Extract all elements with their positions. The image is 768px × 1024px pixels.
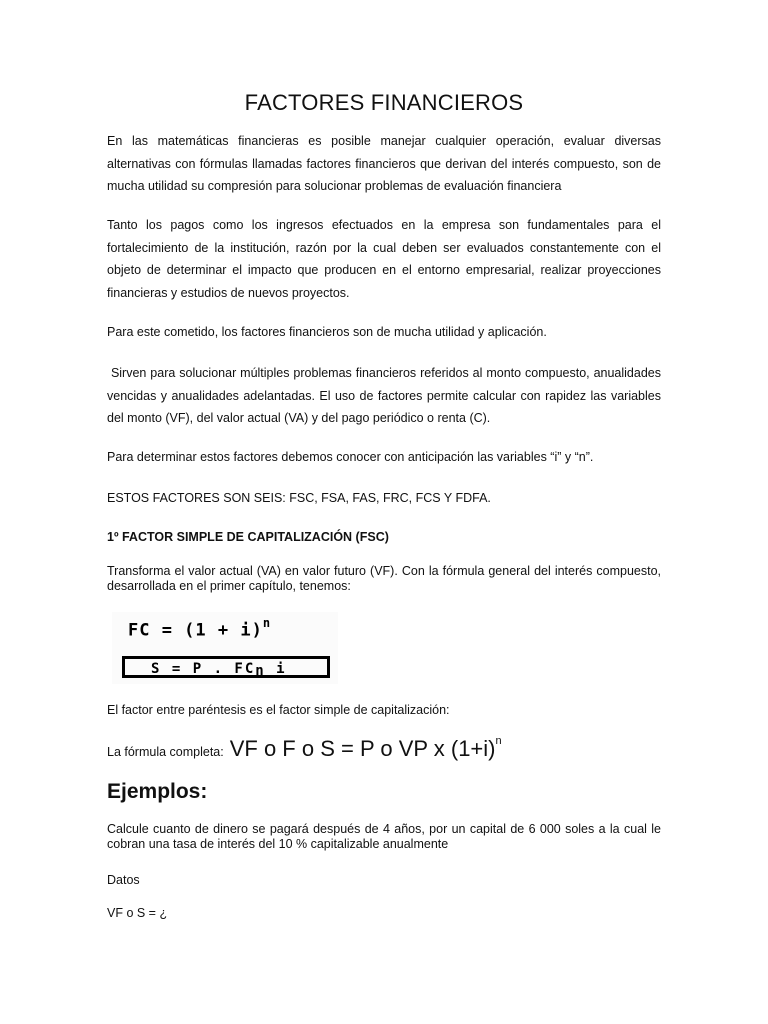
section-heading-fsc: 1º FACTOR SIMPLE DE CAPITALIZACIÓN (FSC) bbox=[107, 530, 389, 544]
payments-paragraph: Tanto los pagos como los ingresos efectuados en la empresa son fundamentales para el fortalecimiento de la institución, razón por la cual deben ser evaluados constantemente con el objeto de determinar el impacto que producen en el entorno empresarial, realizar proyecciones financieras y estudios de nuevos proyectos. bbox=[107, 218, 661, 300]
fc-formula bbox=[128, 618, 271, 641]
factor-note: El factor entre paréntesis es el factor simple de capitalización: bbox=[107, 703, 450, 717]
fc-formula-text: FC = (1 + i) bbox=[128, 620, 263, 641]
s-formula-subscript: n bbox=[255, 663, 266, 679]
variables-paragraph: Para determinar estos factores debemos conocer con anticipación las variables “i” y “n”. bbox=[107, 450, 594, 464]
complete-formula-text: VF o F o S = P o VP x (1+i) bbox=[229, 736, 496, 761]
fc-formula-exponent: n bbox=[262, 616, 272, 630]
intro-paragraph: En las matemáticas financieras es posible manejar cualquier operación, evaluar diversas alternativas con fórmulas llamadas factores financieros que derivan del interés compuesto, son de mucha utilidad su compresión para solucionar problemas de evaluación financiera bbox=[107, 134, 661, 193]
complete-formula-row bbox=[107, 736, 502, 762]
s-formula-prefix: S = P . FC bbox=[151, 661, 256, 677]
purpose-paragraph: Para este cometido, los factores financieros son de mucha utilidad y aplicación. bbox=[107, 325, 547, 339]
s-formula-box bbox=[122, 656, 330, 678]
page-title: FACTORES FINANCIEROS bbox=[244, 90, 524, 115]
example-paragraph: Calcule cuanto de dinero se pagará después de 4 años, por un capital de 6 000 soles a la cual le cobran una tasa de interés del 10 % capitalizable anualmente bbox=[107, 822, 661, 851]
data-label: Datos bbox=[107, 873, 140, 887]
factors-list-paragraph: ESTOS FACTORES SON SEIS: FSC, FSA, FAS, FRC, FCS Y FDFA. bbox=[107, 491, 491, 505]
uses-paragraph: Sirven para solucionar múltiples problemas financieros referidos al monto compuesto, anualidades vencidas y anualidades adelantadas. El uso de factores permite calcular con rapidez las variables del monto (VF), del valor actual (VA) y del pago periódico o renta (C). bbox=[107, 366, 665, 425]
formula-image bbox=[112, 612, 338, 684]
complete-formula bbox=[230, 736, 502, 761]
s-formula bbox=[151, 661, 287, 677]
complete-formula-label: La fórmula completa: bbox=[107, 745, 224, 759]
fsc-intro-paragraph: Transforma el valor actual (VA) en valor futuro (VF). Con la fórmula general del interés compuesto, desarrollada en el primer capítulo, tenemos: bbox=[107, 564, 661, 593]
s-formula-suffix: i bbox=[265, 661, 287, 677]
data-line-vf: VF o S = ¿ bbox=[107, 906, 168, 920]
complete-formula-exponent: n bbox=[495, 734, 502, 747]
examples-heading: Ejemplos: bbox=[107, 780, 208, 803]
